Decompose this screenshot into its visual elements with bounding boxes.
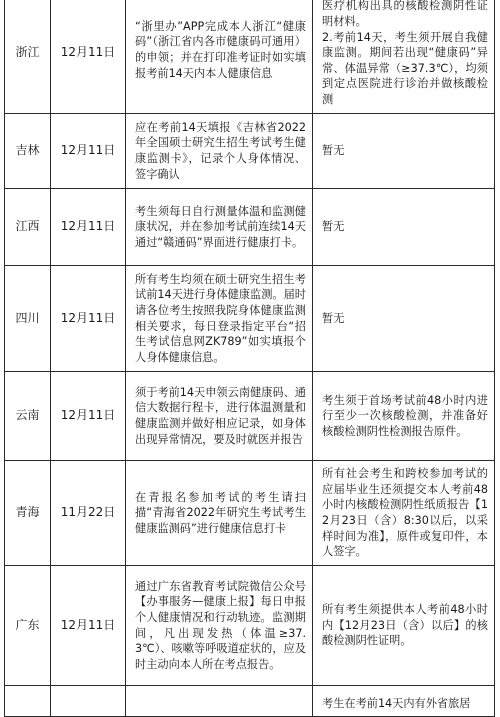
requirement-cell-text: 须于考前14天申领云南健康码、通信大数据行程卡，进行体温测量和健康监测并做好相应记录，如身体出现异常情况，要及时就医并报告 xyxy=(135,385,306,446)
table-row xyxy=(5,266,495,372)
date-cell: 12月11日 xyxy=(51,0,126,114)
note-cell-text: 医疗机构出具的核酸检测阴性证明材料。 2.考前14天，考生须开展自我健康监测。期间若出现“健康码”异常、体温异常（≥37.3℃），均须到定点医院进行诊治并做核酸检测 xyxy=(322,0,488,106)
province-cell: 四川 xyxy=(5,266,51,372)
exam-health-requirements-table xyxy=(4,0,495,717)
note-cell-text: 暂无 xyxy=(322,144,345,158)
table-row xyxy=(5,461,495,566)
note-cell xyxy=(313,114,495,189)
table-row xyxy=(5,686,495,717)
requirement-cell xyxy=(126,189,313,266)
document-sheet xyxy=(4,0,492,717)
note-cell xyxy=(313,0,495,114)
note-cell xyxy=(313,266,495,372)
note-cell xyxy=(313,189,495,266)
province-cell xyxy=(5,686,51,717)
note-cell-text: 考生在考前14天内有外省旅居 xyxy=(322,697,471,710)
province-cell: 浙江 xyxy=(5,0,51,114)
requirement-cell xyxy=(126,686,313,717)
province-cell: 江西 xyxy=(5,189,51,266)
requirement-cell xyxy=(126,114,313,189)
requirement-cell xyxy=(126,372,313,461)
date-cell xyxy=(51,686,126,717)
note-cell xyxy=(313,686,495,717)
table-row xyxy=(5,0,495,114)
note-cell-text: 暂无 xyxy=(322,220,345,234)
province-cell: 青海 xyxy=(5,461,51,566)
note-cell-text: 所有社会考生和跨校参加考试的应届毕业生还须提交本人考前48小时内核酸检测阴性纸质报告【12月23日（含）8:30以后，以采样时间为准】，原件或复印件，本人签字。 xyxy=(322,467,488,559)
requirement-cell xyxy=(126,566,313,686)
table-row xyxy=(5,114,495,189)
note-cell-text: 所有考生须提供本人考前48小时内【12月23日（含）以后】的核酸检测阴性证明。 xyxy=(322,603,488,648)
date-cell: 12月11日 xyxy=(51,566,126,686)
table-row xyxy=(5,566,495,686)
note-cell-text: 考生须于首场考试前48小时内进行至少一次核酸检测，并准备好核酸检测阴性检测报告原件。 xyxy=(322,393,488,438)
note-cell-text: 暂无 xyxy=(322,311,345,325)
date-cell: 12月11日 xyxy=(51,189,126,266)
table-row xyxy=(5,189,495,266)
province-cell: 吉林 xyxy=(5,114,51,189)
table-row xyxy=(5,372,495,461)
date-cell: 12月11日 xyxy=(51,372,126,461)
table-body xyxy=(5,0,495,717)
requirement-cell-text: 在青报名参加考试的考生请扫描“青海省2022年研究生考试考生健康监测码”进行健康信息打卡 xyxy=(135,490,306,535)
requirement-cell-text: 通过广东省教育考试院微信公众号【办事服务—健康上报】每日申报个人健康情况和行动轨迹。监测期间，凡出现发热（体温≥37.3℃）、咳嗽等呼吸道症状的，应及时主动向本人所在考点报告。 xyxy=(135,579,306,671)
note-cell xyxy=(313,372,495,461)
requirement-cell xyxy=(126,0,313,114)
requirement-cell-text: 所有考生均须在硕士研究生招生考试前14天进行身体健康监测。届时请各位考生按照我院身体健康监测相关要求，每日登录指定平台“招生考试信息网ZK789”如实填报个人身体健康信息。 xyxy=(135,272,306,364)
date-cell: 12月11日 xyxy=(51,266,126,372)
requirement-cell-text xyxy=(126,686,312,699)
date-cell: 12月11日 xyxy=(51,114,126,189)
province-cell: 广东 xyxy=(5,566,51,686)
date-cell: 11月22日 xyxy=(51,461,126,566)
requirement-cell-text: 考生须每日自行测量体温和监测健康状况，并在参加考试前连续14天通过“赣通码”界面进行健康打卡。 xyxy=(135,204,306,249)
requirement-cell-text: 应在考前14天填报《吉林省2022年全国硕士研究生招生考试考生健康监测卡》，记录个人身体情况、签字确认 xyxy=(135,120,306,181)
requirement-cell xyxy=(126,461,313,566)
requirement-cell xyxy=(126,266,313,372)
note-cell xyxy=(313,461,495,566)
requirement-cell-text: “浙里办”APP完成本人浙江“健康码”（浙江省内各市健康码可通用）的申领；并在打印准考证时如实填报考前14天内本人健康信息 xyxy=(135,19,306,80)
province-cell: 云南 xyxy=(5,372,51,461)
note-cell xyxy=(313,566,495,686)
